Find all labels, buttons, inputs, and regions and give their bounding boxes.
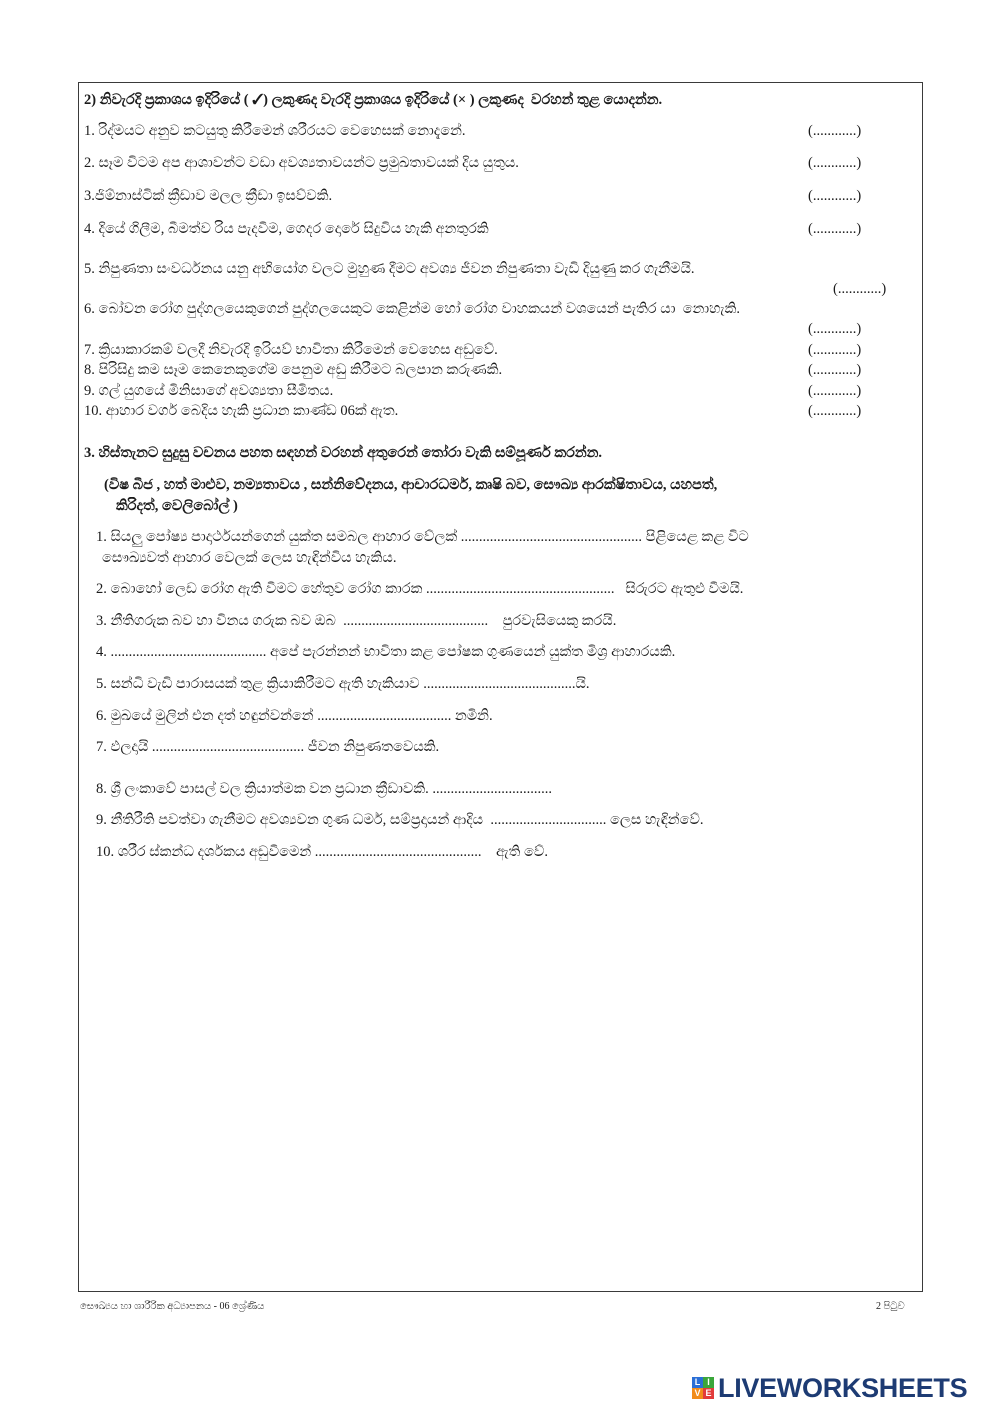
s3-item-2-pre: 2. බොහෝ ලෙඩ රෝග ඇති වීමට හේතුව රෝග කාරක (96, 581, 426, 597)
s2-answer-6[interactable]: (............) (808, 321, 862, 337)
s2-answer-7[interactable]: (............) (808, 342, 862, 358)
s3-item-7 (96, 738, 918, 757)
s2-item-10: 10. ආහාර වර්ග බෙදිය හැකි ප්‍රධාන කාණ්ඩ 06ක් ඇත. (84, 403, 399, 419)
s2-item-9: 9. ගල් යුගයේ මිනිසාගේ අවශ්‍යතා සීමිතය. (84, 383, 334, 399)
s2-item-4: 4. දියේ ගිලීම, බීමත්ව රිය පැදවීම, ගෙදර දොරේ සිදුවිය හැකි අනතුරකි (84, 221, 489, 237)
s3-item-4-pre: 4. (96, 644, 111, 660)
s3-item-10 (96, 843, 918, 862)
s3-item-10-pre: 10. ශරීර ස්කන්ධ දර්ශකය අඩුවීමෙන් (96, 844, 315, 860)
s2-answer-8[interactable]: (............) (808, 362, 862, 378)
s3-item-9-post: ලෙස හැඳින්වේ. (606, 812, 704, 828)
s3-item-2-post: සිරුරට ඇතුළු වීමයි. (614, 581, 744, 597)
section3-title: 3. හිස්තැනට සුදුසු වචනය පහත සඳහන් වරහන් අතුරෙන් තෝරා වැකි සම්පූර්ණ කරන්න. (84, 445, 603, 461)
liveworksheets-logo-text: LIVEWORKSHEETS (718, 1373, 968, 1403)
logo-badge-letter: L (692, 1377, 703, 1388)
s3-blank-5[interactable]: .......................................... (423, 676, 576, 692)
logo-badge-letter: I (703, 1377, 714, 1388)
s3-item-9-pre: 9. නීතිරීති පවත්වා ගැනීමට අවශ්‍යවන ගුණ ධර්ම, සම්ප්‍රදායන් ආදිය (96, 812, 491, 828)
s3-item-7-pre: 7. ඵලදායි (96, 739, 152, 755)
s2-answer-9[interactable]: (............) (808, 383, 862, 399)
s2-item-2: 2. සෑම විටම අප ආශාවන්ට වඩා අවශ්‍යතාවයන්ට ප්‍රමුඛතාවයක් දිය යුතුය. (84, 155, 519, 171)
s3-item-4-post: අපේ පැරන්නන් භාවිතා කළ පෝෂක ගුණයෙන් යුක්ත මිශ්‍ර ආහාරයකි. (266, 644, 676, 660)
s3-blank-7[interactable]: .......................................... (151, 739, 305, 755)
s2-answer-1[interactable]: (............) (808, 123, 862, 139)
s3-item-5-pre: 5. සන්ධි වැඩි පාරාසයක් තුළ ක්‍රියාකිරීමට ඇති හැකියාව (96, 676, 424, 692)
s2-item-3: 3.ජිම්නාස්ටික් ක්‍රීඩාව මලල ක්‍රීඩා ඉසව්වකි. (84, 188, 333, 204)
s3-item-6-post: නමිනි. (451, 708, 493, 724)
word-bank-line-1: (විෂ බීජ , හත් මාළුව, නම්‍යතාවය , සන්නිවේදනය, ආචාරධර්ම, කෘෂි බව, සෞඛ්‍ය ආරක්ෂිතාවය, යහපත්, (104, 477, 718, 493)
s2-item-7: 7. ක්‍රියාකාරකම් වලදී නිවැරදි ඉරියව් භාවිතා කිරීමෙන් වෙහෙස අඩුවේ. (84, 342, 498, 358)
s3-blank-6[interactable]: ..................................... (317, 708, 452, 724)
s3-item-6 (96, 707, 918, 726)
s3-item-1 (96, 528, 918, 547)
s2-item-8: 8. පිරිසිදු කම සෑම කෙනෙකුගේම පෙනුම අඩු කිරීමට බලපාන කරුණකි. (84, 362, 503, 378)
footer-subject: සෞඛ්‍යය හා ශාරීරික අධ්‍යාපනය - 06 ශ්‍රේණිය (80, 1301, 265, 1312)
s2-answer-4[interactable]: (............) (808, 221, 862, 237)
s3-item-7-post: ජීවන නිපුණතවෙයකි. (304, 739, 440, 755)
s2-answer-10[interactable]: (............) (808, 403, 862, 419)
s3-item-1-pre: 1. සියලු පෝෂ්‍ය පාදාර්ථයන්ගෙන් යුක්ත සමබල ආහාර වේලක් (96, 529, 461, 545)
s3-blank-9[interactable]: ................................ (490, 812, 607, 828)
s3-item-6-pre: 6. මුඛයේ මුලින් එන දත් හඳුන්වන්නේ (96, 708, 318, 724)
s2-answer-2[interactable]: (............) (808, 155, 862, 171)
s3-item-1-post: පිළියෙළ කළ විට (642, 529, 749, 545)
s3-item-5 (96, 675, 918, 694)
s3-blank-3[interactable]: ........................................ (343, 613, 489, 629)
s3-item-9 (96, 811, 918, 830)
s3-item-5-post: යි. (575, 676, 590, 692)
s2-answer-5[interactable]: (............) (833, 281, 887, 297)
s3-item-3-pre: 3. නීතිගරුක බව හා විනය ගරුක බව ඔබ (96, 613, 344, 629)
s3-item-8-pre: 8. ශ්‍රී ලංකාවේ පාසල් වල ක්‍රියාත්මක වන ප්‍රධාන ක්‍රීඩාවකි. (96, 781, 433, 797)
s2-answer-3[interactable]: (............) (808, 188, 862, 204)
s3-blank-10[interactable]: .............................................. (314, 844, 482, 860)
s3-blank-1[interactable]: .................................................. (460, 529, 643, 545)
s3-blank-8[interactable]: ................................. (432, 781, 553, 797)
s3-blank-4[interactable]: ........................................... (110, 644, 267, 660)
s3-blank-2[interactable]: .................................................... (426, 581, 615, 597)
s3-item-3 (96, 612, 918, 631)
s2-item-1: 1. රිද්මයට අනුව කටයුතු කිරීමෙන් ශරීරයට වෙහෙසක් නොදැනේ. (84, 123, 466, 139)
s3-item-10-post: ඇති වේ. (481, 844, 548, 860)
logo-badge-letter: V (692, 1388, 703, 1399)
logo-badge-letter: E (703, 1388, 714, 1399)
liveworksheets-logo-icon (692, 1377, 714, 1399)
s2-item-5: 5. නිපුණතා සංවර්ධනය යනු අභියෝග වලට මුහුණ දීමට අවශ්‍ය ජීවන නිපුණතා වැඩි දියුණු කර ගැනීමයි. (84, 261, 695, 277)
footer-page-number: 2 පිටුව (876, 1301, 905, 1312)
s3-item-4 (96, 643, 918, 662)
s2-item-6: 6. බෝවන රෝග පුද්ගලයෙකුගෙන් පුද්ගලයෙකුට කෙළින්ම හෝ රෝග වාහකයන් වශයෙන් පැතිර යා නොහැකි. (84, 301, 740, 317)
word-bank-line-2: කිරිදත්, වෙලිබෝල් ) (116, 498, 238, 514)
s3-item-8 (96, 780, 918, 799)
s3-item-2 (96, 580, 918, 599)
s3-item-1-continued: සෞඛ්‍යවත් ආහාර වෙලක් ලෙස හැඳින්විය හැකිය. (102, 550, 397, 566)
section2-title: 2) නිවැරදි ප්‍රකාශය ඉදිරියේ ( ✓) ලකුණද වැරදි ප්‍රකාශය ඉදිරියේ (× ) ලකුණද වරහන් තුළ යොදන්න. (84, 92, 663, 108)
s3-item-3-post: පුරවැසියෙකු කරයි. (488, 613, 617, 629)
